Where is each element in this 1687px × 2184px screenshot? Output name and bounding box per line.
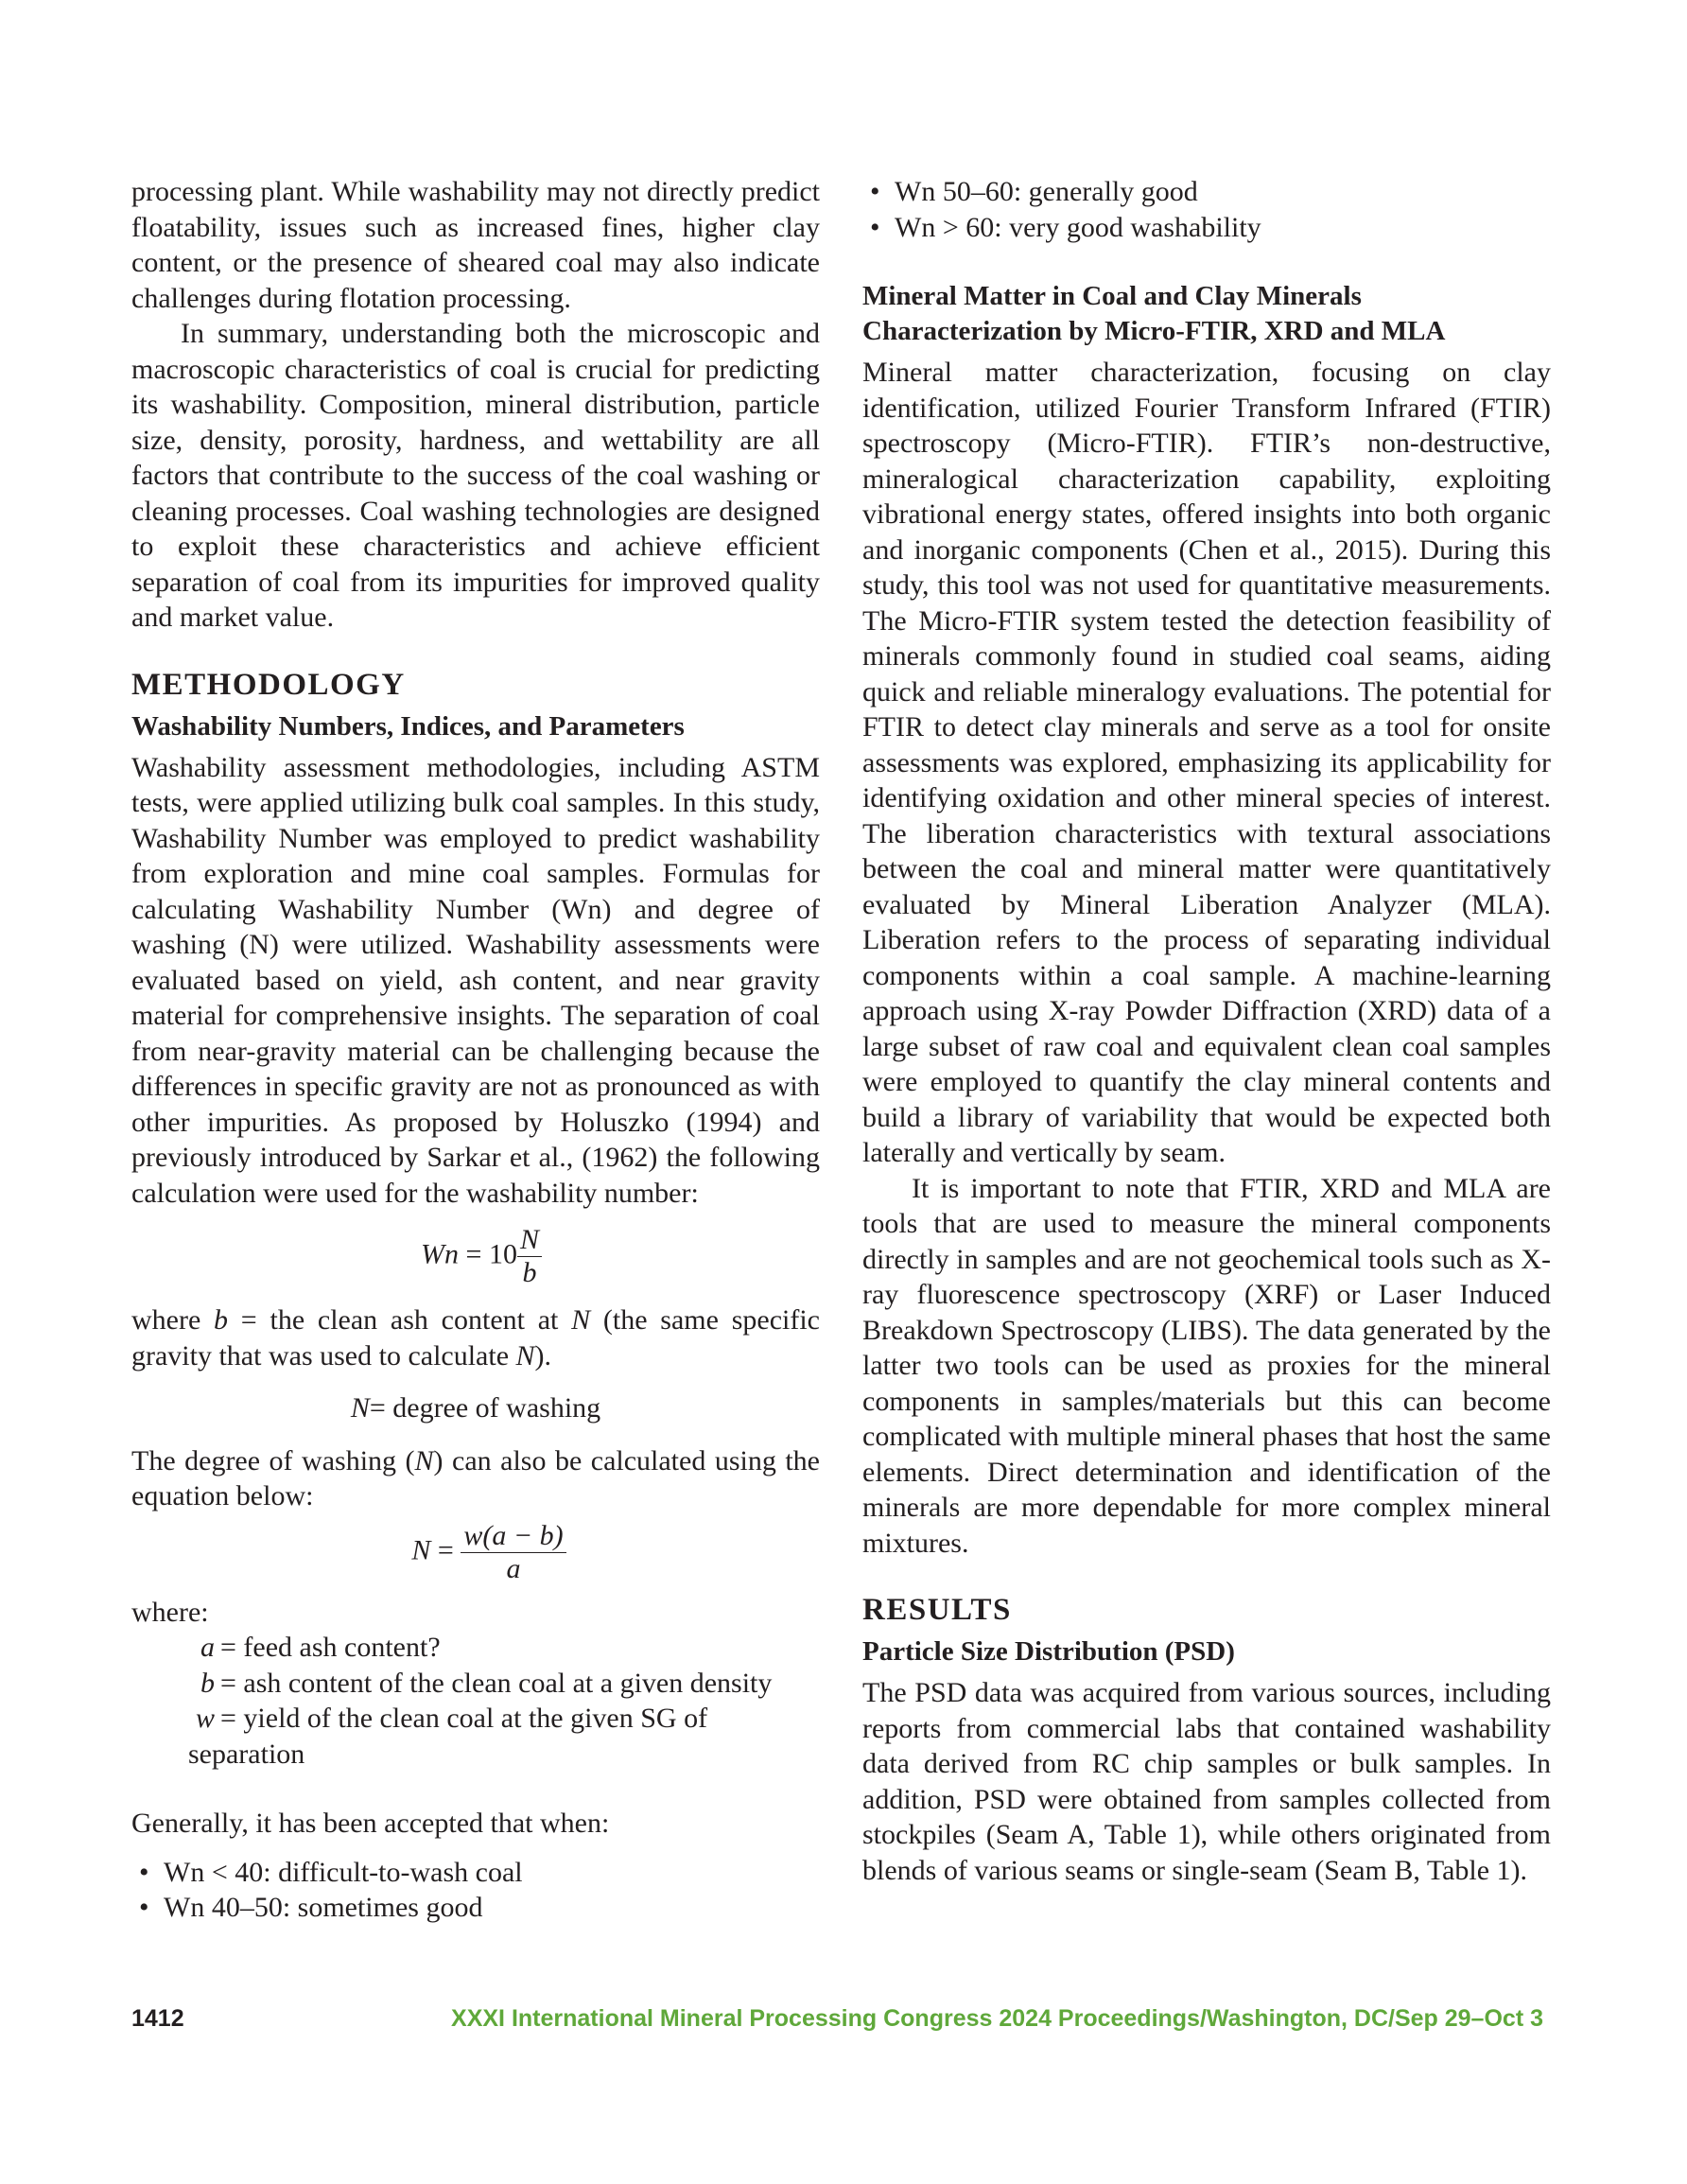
paragraph-mineral-matter: Mineral matter characterization, focusing on clay identification, utilized Fourier Transform Infrared (FTIR) spectroscopy (Micro-FTIR). FTIR’s non-destructive, mineralogical characterization capability, exploiting vibrational energy states, offered insights into both organic and inorganic components (Chen et al., 2015). During this study, this tool was not used for quantitative measurements. The Micro-FTIR system tested the detection feasibility of minerals commonly found in studied coal seams, aiding quick and reliable mineralogy evaluations. The potential for FTIR to detect clay minerals and serve as a tool for onsite assessments was explored, emphasizing its applicability for identifying oxidation and other mineral species of interest. The liberation characteristics with textural associations between the coal and mineral matter were quantitatively evaluated by Mineral Liberation Analyzer (MLA). Liberation refers to the process of separating individual components within a coal sample. A machine-learning approach using X-ray Powder Diffraction (XRD) data of a large subset of raw coal and equivalent clean coal samples were employed to quantify the clay mineral contents and build a library of variability that would be expected both laterally and vertically by seam. — [862, 357, 1551, 1168]
equation-degree-of-washing — [131, 1520, 820, 1585]
where-label: where: — [131, 1596, 209, 1628]
paragraph-psd: The PSD data was acquired from various sources, including reports from commercial labs that contained washability data derived from RC chip samples or bulk samples. In addition, PSD were obtained from samples collected from stockpiles (Seam A, Table 1), while others originated from blends of various seams or single-seam (Seam B, Table 1). — [862, 1677, 1551, 1886]
list-item: • Wn > 60: very good washability — [862, 210, 1551, 246]
subheading-mineral-matter: Mineral Matter in Coal and Clay Minerals Characterization by Micro-FTIR, XRD and MLA — [862, 281, 1446, 346]
definition-w-continuation: separation — [188, 1738, 305, 1770]
page-number: 1412 — [131, 2005, 184, 2032]
eq1-equals: = — [465, 1238, 482, 1270]
eq2-denominator: a — [506, 1552, 521, 1584]
section-heading-methodology: METHODOLOGY — [131, 667, 406, 702]
definition-w: w = yield of the clean coal at the given SG of — [195, 1703, 708, 1734]
generally-paragraph: Generally, it has been accepted that when: — [131, 1808, 610, 1839]
washability-bullet-list-right — [862, 174, 1551, 245]
definition-list — [188, 1630, 820, 1772]
footer-conference: XXXI International Mineral Processing Congress 2024 Proceedings/Washington, DC/Sep 29–Oct 3 — [451, 2005, 1543, 2032]
left-column — [131, 174, 820, 1926]
washability-bullet-list-left — [131, 1855, 820, 1926]
definition-b: b = ash content of the clean coal at a given density — [200, 1667, 773, 1699]
equation-washability-number — [131, 1224, 820, 1289]
paragraph-important-note: It is important to note that FTIR, XRD and MLA are tools that are used to measure the mineral components directly in samples and are not geochemical tools such as X-ray fluorescence spectroscopy (XRF) or Laser Induced Breakdown Spectroscopy (LIBS). The data generated by the latter two tools can be used as proxies for the mineral components in samples/materials but this can become complicated with multiple mineral phases that host the same elements. Direct determination and identification of the minerals are more dependable for more complex mineral mixtures. — [862, 1172, 1551, 1559]
eq2-lhs: N — [411, 1533, 431, 1565]
eq2-numerator: w(a − b) — [461, 1520, 565, 1553]
eq1-numerator: N — [517, 1224, 542, 1257]
right-column — [862, 174, 1551, 1888]
eq1-denominator: b — [522, 1257, 537, 1288]
list-item: • Wn 40–50: sometimes good — [131, 1890, 820, 1926]
paragraph-where-b: where b = the clean ash content at N (the same specific gravity that was used to calculate N). — [131, 1304, 820, 1372]
list-item: • Wn 50–60: generally good — [862, 174, 1551, 210]
eq2-equals: = — [437, 1533, 454, 1565]
eq2-fraction — [461, 1520, 565, 1585]
paragraph-degree-of-washing: The degree of washing (N) can also be calculated using the equation below: — [131, 1444, 820, 1511]
eq1-coefficient: 10 — [488, 1238, 517, 1270]
n-definition: N= degree of washing — [350, 1392, 601, 1424]
subheading-psd: Particle Size Distribution (PSD) — [862, 1636, 1235, 1667]
section-heading-results: RESULTS — [862, 1593, 1012, 1627]
paragraph-washability: Washability assessment methodologies, including ASTM tests, were applied utilizing bulk coal samples. In this study, Washability Number was employed to predict washability from exploration and mine coal samples. Formulas for calculating Washability Number (Wn) and degree of washing (N) were utilized. Washability assessments were evaluated based on yield, ash content, and near gravity material for comprehensive insights. The separation of coal from near-gravity material can be challenging because the differences in specific gravity are not as pronounced as with other impurities. As proposed by Holuszko (1994) and previously introduced by Sarkar et al., (1962) the following calculation were used for the washability number: — [131, 751, 820, 1209]
eq1-lhs: Wn — [421, 1238, 460, 1270]
subheading-washability: Washability Numbers, Indices, and Parameters — [131, 710, 685, 742]
list-item: • Wn < 40: difficult-to-wash coal — [131, 1855, 820, 1891]
paragraph-summary: In summary, understanding both the microscopic and macroscopic characteristics of coal is crucial for predicting its washability. Composition, mineral distribution, particle size, density, porosity, hardness, and wettability are all factors that contribute to the success of the coal washing or cleaning processes. Coal washing technologies are designed to exploit these characteristics and achieve efficient separation of coal from its impurities for improved quality and market value. — [131, 318, 820, 633]
paragraph-continuation: processing plant. While washability may not directly predict floatability, issues such as increased fines, higher clay content, or the presence of sheared coal may also indicate challenges during flotation processing. — [131, 176, 820, 314]
eq1-fraction — [517, 1224, 542, 1289]
definition-a: a = feed ash content? — [200, 1632, 441, 1663]
